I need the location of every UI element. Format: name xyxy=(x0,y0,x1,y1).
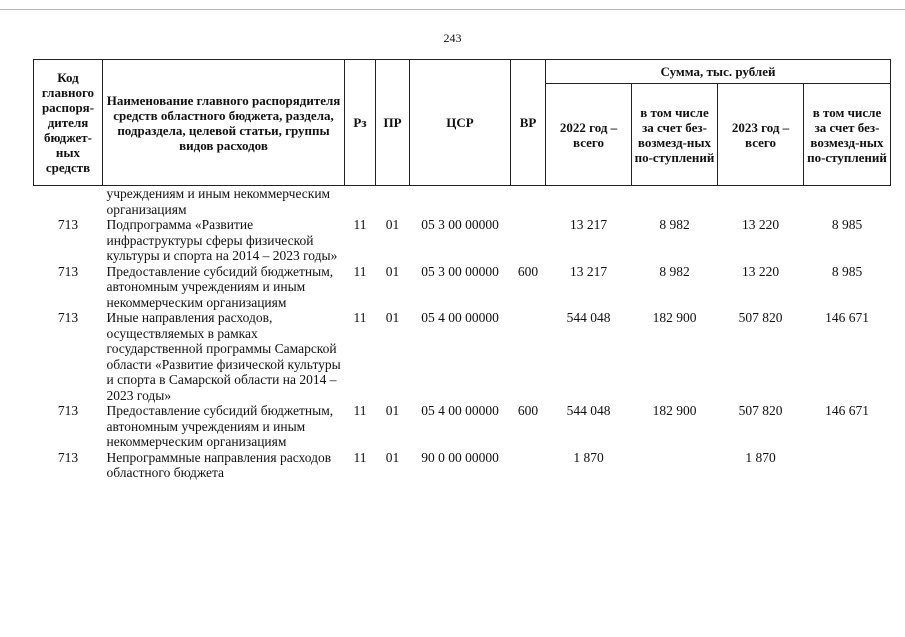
row-2023-grants xyxy=(804,450,891,481)
header-2023-total: 2023 год – всего xyxy=(718,84,804,186)
row-2022-grants: 8 982 xyxy=(659,217,690,232)
row-pr: 01 xyxy=(385,403,400,418)
row-2023-total: 13 220 xyxy=(741,217,780,232)
row-2022-total: 1 870 xyxy=(573,449,604,465)
row-name: Подпрограмма «Развитие инфраструктуры сферы физической культуры и спорта на 2014 – 2023 годы» xyxy=(106,217,338,263)
row-vr: 600 xyxy=(517,263,539,279)
row-csr: 05 4 00 00000 xyxy=(421,403,499,418)
row-pr: 01 xyxy=(385,263,400,279)
header-code: Код главного распоря-дителя бюджет-ных средств xyxy=(34,60,103,186)
row-rz: 11 xyxy=(353,449,367,465)
row-name: Предоставление субсидий бюджетным, автономным учреждениям и иным некоммерческим организациям xyxy=(106,403,334,449)
row-code: 713 xyxy=(57,449,79,465)
row-2023-grants: 146 671 xyxy=(825,403,869,418)
header-vr: ВР xyxy=(511,60,546,186)
header-name: Наименование главного распорядителя средств областного бюджета, раздела, подраздела, целевой статьи, группы видов расходов xyxy=(103,60,345,186)
row-2022-grants: 8 982 xyxy=(659,263,690,279)
row-2023-grants: 146 671 xyxy=(825,310,869,325)
header-csr: ЦСР xyxy=(410,60,511,186)
header-rz: Рз xyxy=(345,60,376,186)
row-code: 713 xyxy=(57,403,79,418)
page-number: 243 xyxy=(443,31,462,45)
row-csr: 05 4 00 00000 xyxy=(421,310,499,325)
header-2023-grants: в том числе за счет без-возмезд-ных по-ступлений xyxy=(804,84,891,186)
row-2022-total: 544 048 xyxy=(566,403,611,418)
row-2023-total: 507 820 xyxy=(738,403,783,418)
row-rz: 11 xyxy=(353,217,367,232)
table-row xyxy=(34,264,891,311)
table-row xyxy=(34,310,891,403)
row-vr: 600 xyxy=(517,403,539,418)
row-csr: 90 0 00 00000 xyxy=(421,449,499,465)
row-name: Непрограммные направления расходов областного бюджета xyxy=(106,449,332,480)
row-2022-grants: 182 900 xyxy=(652,403,697,418)
row-2023-total: 507 820 xyxy=(738,310,783,325)
row-name: Иные направления расходов, осуществляемых в рамках государственной программы Самарской области «Развитие физической культуры и спорта в Самарской области на 2014 – 2023 годы» xyxy=(106,310,341,403)
row-rz: 11 xyxy=(353,310,367,325)
row-pr: 01 xyxy=(385,449,400,465)
row-vr xyxy=(511,217,546,264)
row-2022-total: 13 217 xyxy=(569,217,608,232)
row-code: 713 xyxy=(57,310,79,325)
row-csr: 05 3 00 00000 xyxy=(421,217,499,232)
row-code: 713 xyxy=(57,217,79,232)
row-2023-grants: 8 985 xyxy=(831,263,863,279)
row-2022-grants xyxy=(632,450,718,481)
header-2022-total: 2022 год – всего xyxy=(546,84,632,186)
row-2022-grants: 182 900 xyxy=(652,310,697,325)
row-name: Предоставление субсидий бюджетным, автономным учреждениям и иным некоммерческим организациям xyxy=(106,263,334,310)
header-sum: Сумма, тыс. рублей xyxy=(546,60,891,84)
row-2023-total: 13 220 xyxy=(741,263,780,279)
table-row xyxy=(34,217,891,264)
row-pr: 01 xyxy=(385,217,400,232)
continuation-text: учреждениям и иным некоммерческим организациям xyxy=(106,186,331,217)
table-row xyxy=(34,403,891,450)
scan-edge-line xyxy=(0,9,905,10)
header-2022-grants: в том числе за счет без-возмезд-ных по-ступлений xyxy=(632,84,718,186)
row-vr xyxy=(511,450,546,481)
header-pr: ПР xyxy=(376,60,410,186)
row-2023-total: 1 870 xyxy=(745,449,776,465)
row-pr: 01 xyxy=(385,310,400,325)
table-row xyxy=(34,450,891,481)
row-csr: 05 3 00 00000 xyxy=(421,263,499,279)
row-rz: 11 xyxy=(353,403,367,418)
row-2022-total: 13 217 xyxy=(569,263,608,279)
budget-table xyxy=(33,59,891,481)
row-rz: 11 xyxy=(353,263,367,279)
row-vr xyxy=(511,310,546,403)
row-2022-total: 544 048 xyxy=(566,310,611,325)
row-code: 713 xyxy=(57,263,79,279)
table-row-continuation xyxy=(34,186,891,218)
row-2023-grants: 8 985 xyxy=(831,217,863,232)
